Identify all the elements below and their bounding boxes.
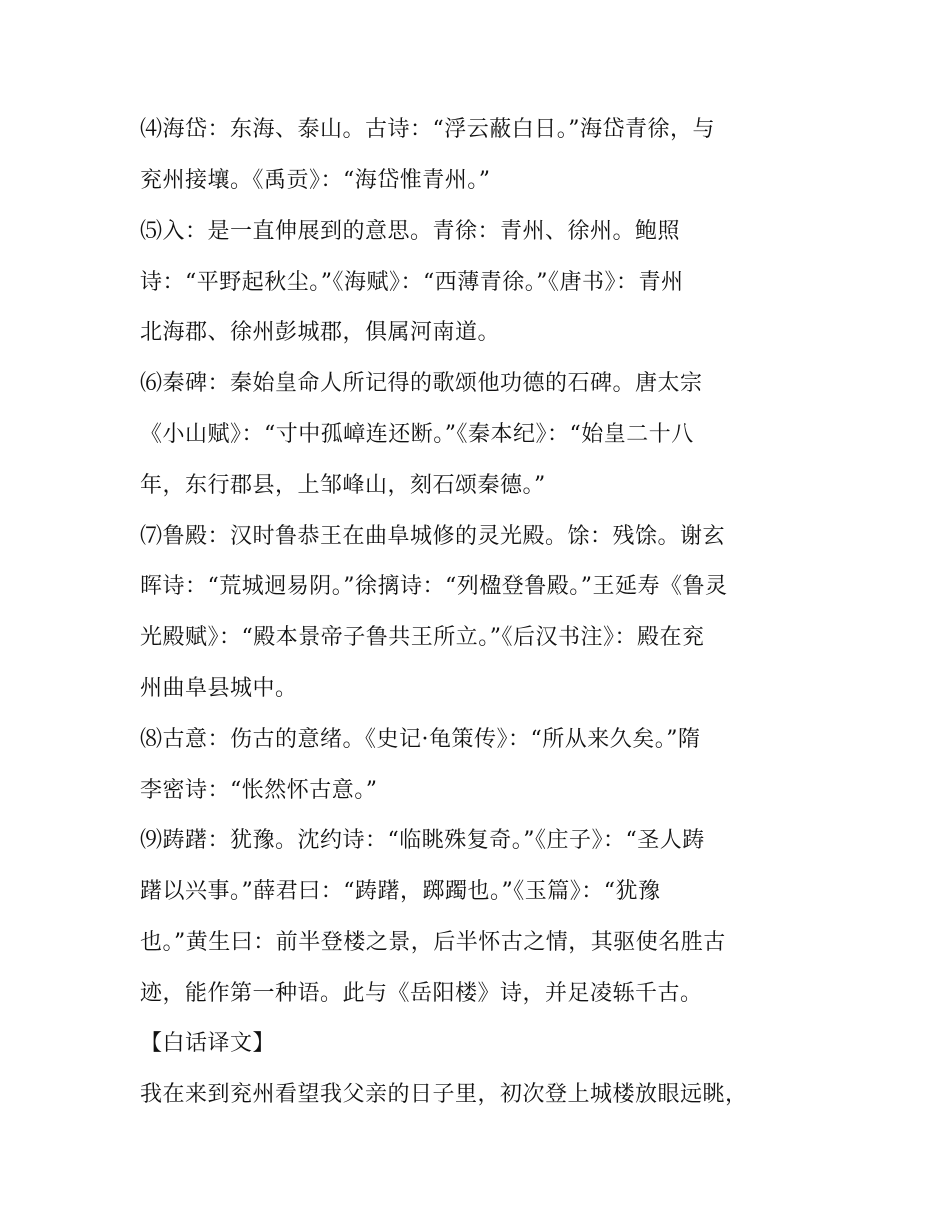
text-line: 北海郡、徐州彭城郡，俱属河南道。	[140, 320, 501, 345]
text-line: 州曲阜县城中。	[140, 676, 298, 701]
text-line: ⑺鲁殿：汉时鲁恭王在曲阜城修的灵光殿。馀：残馀。谢玄	[140, 524, 726, 549]
text-line: 躇以兴事。”薛君曰：“踌躇，踯躅也。”《玉篇》：“犹豫	[140, 879, 661, 904]
text-line: 年，东行郡县，上邹峰山，刻石颂秦德。”	[140, 473, 546, 498]
text-line: ⑻古意：伤古的意绪。《史记·龟策传》：“所从来久矣。”隋	[140, 727, 701, 752]
text-line: ⑹秦碑：秦始皇命人所记得的歌颂他功德的石碑。唐太宗	[140, 371, 703, 396]
text-line: ⑼踌躇：犹豫。沈约诗：“临眺殊复奇。”《庄子》：“圣人踌	[140, 828, 705, 853]
text-line: 光殿赋》：“殿本景帝子鲁共王所立。”《后汉书注》：殿在兖	[140, 625, 705, 650]
text-line: 晖诗：“荒城迥易阴。”徐摛诗：“列楹登鲁殿。”王延寿《鲁灵	[140, 574, 728, 599]
text-line: 《小山赋》：“寸中孤嶂连还断。”《秦本纪》：“始皇二十八	[140, 422, 694, 447]
text-line: 李密诗：“怅然怀古意。”	[140, 778, 378, 803]
text-line: 诗：“平野起秋尘。”《海赋》：“西薄青徐。”《唐书》：青州	[140, 270, 684, 295]
section-heading: 【白话译文】	[140, 1031, 276, 1056]
text-line: ⑸入：是一直伸展到的意思。青徐：青州、徐州。鲍照	[140, 219, 681, 244]
text-line: 也。”黄生曰：前半登楼之景，后半怀古之情，其驱使名胜古	[140, 930, 726, 955]
text-line: ⑷海岱：东海、泰山。古诗：“浮云蔽白日。”海岱青徐，与	[140, 117, 715, 142]
text-line: 迹，能作第一种语。此与《岳阳楼》诗，并足凌轹千古。	[140, 981, 703, 1006]
text-line: 兖州接壤。《禹贡》：“海岱惟青州。”	[140, 168, 491, 193]
text-line: 我在来到兖州看望我父亲的日子里，初次登上城楼放眼远眺，	[140, 1082, 748, 1107]
